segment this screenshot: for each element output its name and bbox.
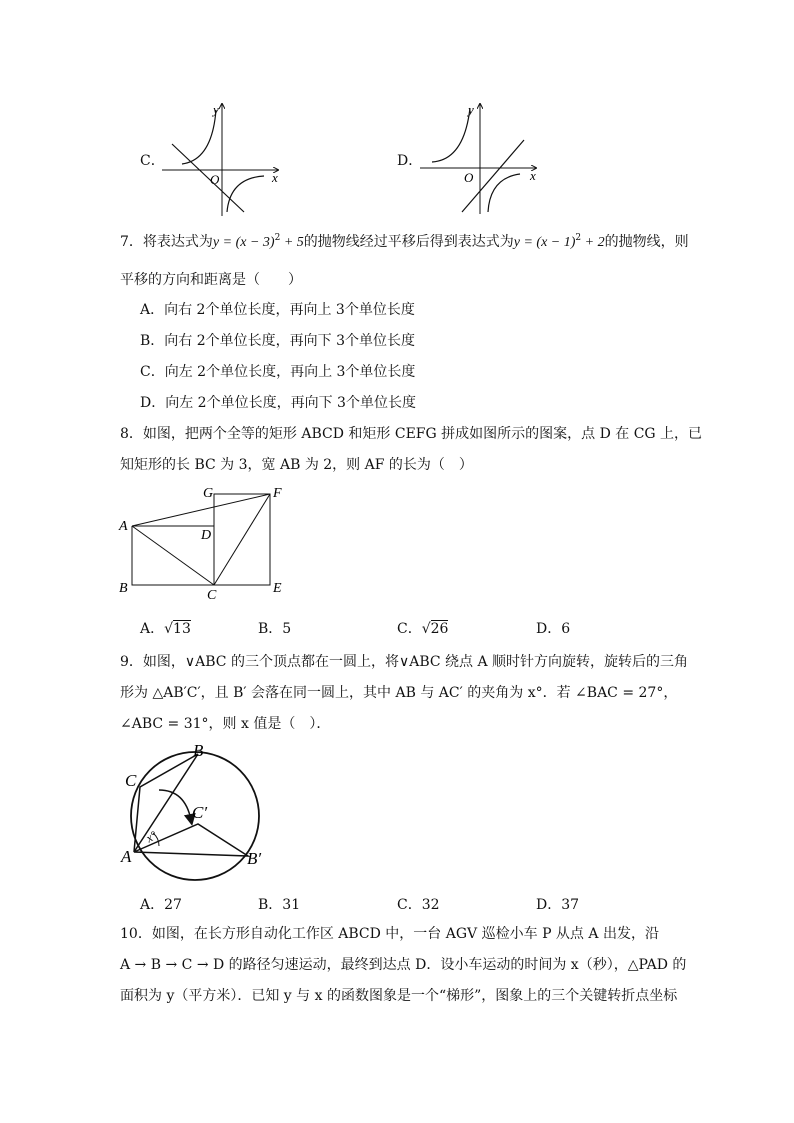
q7-stem-line1 <box>120 232 689 254</box>
q7-expr2: y = (x − 1) <box>513 235 576 250</box>
point-d-label: D <box>201 528 212 543</box>
q7-mid: 的抛物线经过平移后得到表达式为 <box>303 234 514 250</box>
point-f-label: F <box>273 486 282 501</box>
q8-figure <box>115 482 295 602</box>
line-graph <box>172 144 244 212</box>
q9-option-a: A．27 <box>140 897 182 913</box>
hyperbola-branch <box>227 176 264 212</box>
q7-option-b: B．向右 2个单位长度，再向下 3个单位长度 <box>140 333 416 349</box>
q8-option-b: B．5 <box>258 621 292 637</box>
q8-option-a <box>140 618 191 638</box>
point-a-label: A <box>119 519 128 534</box>
q6-option-d-label: D． <box>397 153 423 169</box>
q9-stem-line3: ∠ABC = 31°，则 x 值是（ ）． <box>120 716 331 732</box>
point-b-label: B <box>193 741 204 760</box>
q7-expr1-exponent: 2 <box>274 233 281 243</box>
q10-stem-line3: 面积为 y（平方米）．已知 y 与 x 的函数图象是一个“梯形”，图象上的三个关键转折点坐标 <box>120 988 678 1004</box>
sqrt-icon: √ <box>421 621 431 637</box>
q9-option-d: D．37 <box>536 897 580 913</box>
sqrt-icon: √ <box>164 621 174 637</box>
y-axis-label: y <box>213 102 219 117</box>
segment-af <box>132 494 270 526</box>
point-b-prime-label: B′ <box>247 849 262 868</box>
x-axis-label: x <box>530 168 536 183</box>
segment-cf <box>214 494 270 585</box>
q9-stem-line2: 形为 △AB′C′，且 B′ 会落在同一圆上，其中 AB 与 AC′ 的夹角为 x°．若 ∠BAC = 27°， <box>120 685 678 701</box>
point-c-prime-label: C′ <box>192 803 208 822</box>
origin-label: O <box>210 172 220 187</box>
q8-option-c-radicand: 26 <box>430 621 449 637</box>
q8-option-d: D．6 <box>536 621 571 637</box>
q7-option-c: C．向左 2个单位长度，再向上 3个单位长度 <box>140 364 416 380</box>
q9-option-b: B．31 <box>258 897 301 913</box>
q10-stem-line1: 10．如图，在长方形自动化工作区 ABCD 中，一台 AGV 巡检小车 P 从点 A 出发，沿 <box>120 926 659 942</box>
q10-stem-line2: A → B → C → D 的路径匀速运动，最终到达点 D．设小车运动的时间为 x（秒），△PAD 的 <box>120 957 687 973</box>
q6-option-c-graph <box>160 100 285 218</box>
q8-option-c <box>397 618 448 638</box>
q7-end: 的抛物线，则 <box>604 234 689 250</box>
y-axis-label: y <box>468 102 474 117</box>
q7-option-a: A．向右 2个单位长度，再向上 3个单位长度 <box>140 302 415 318</box>
q7-stem-line2: 平移的方向和距离是（ ） <box>120 272 302 288</box>
q8-stem-line2: 知矩形的长 BC 为 3，宽 AB 为 2，则 AF 的长为（ ） <box>120 457 473 473</box>
q7-expr2-exponent: 2 <box>575 233 582 243</box>
q7-option-d: D．向左 2个单位长度，再向下 3个单位长度 <box>140 395 416 411</box>
hyperbola-branch <box>488 174 520 212</box>
q7-expr1-tail: + 5 <box>280 235 304 250</box>
point-b-label: B <box>119 581 128 596</box>
hyperbola-branch <box>432 108 470 162</box>
angle-x-label: x° <box>143 828 160 846</box>
q8-option-c-letter: C． <box>397 621 422 637</box>
point-g-label: G <box>203 486 214 501</box>
q7-lead: 7．将表达式为 <box>120 234 213 250</box>
q8-option-a-letter: A． <box>140 621 165 637</box>
q6-option-d-graph <box>418 100 543 218</box>
q6-option-c-label: C． <box>140 153 165 169</box>
q8-stem-line1: 8．如图，把两个全等的矩形 ABCD 和矩形 CEFG 拼成如图所示的图案，点 D 在 CG 上，已 <box>120 426 703 442</box>
q7-expr2-tail: + 2 <box>581 235 605 250</box>
q9-option-c: C．32 <box>397 897 440 913</box>
hyperbola-branch <box>182 110 216 164</box>
origin-label: O <box>464 170 474 185</box>
q9-stem-line1: 9．如图，∨ABC 的三个顶点都在一圆上，将∨ABC 绕点 A 顺时针方向旋转，旋转后的三角 <box>120 654 689 670</box>
x-axis-label: x <box>272 170 278 185</box>
point-e-label: E <box>273 581 282 596</box>
point-c-label: C <box>125 771 137 790</box>
point-c-label: C <box>207 588 217 602</box>
q9-figure <box>115 738 275 888</box>
q7-expr1: y = (x − 3) <box>212 235 275 250</box>
q8-option-a-radicand: 13 <box>173 621 191 637</box>
point-a-label: A <box>121 847 132 866</box>
